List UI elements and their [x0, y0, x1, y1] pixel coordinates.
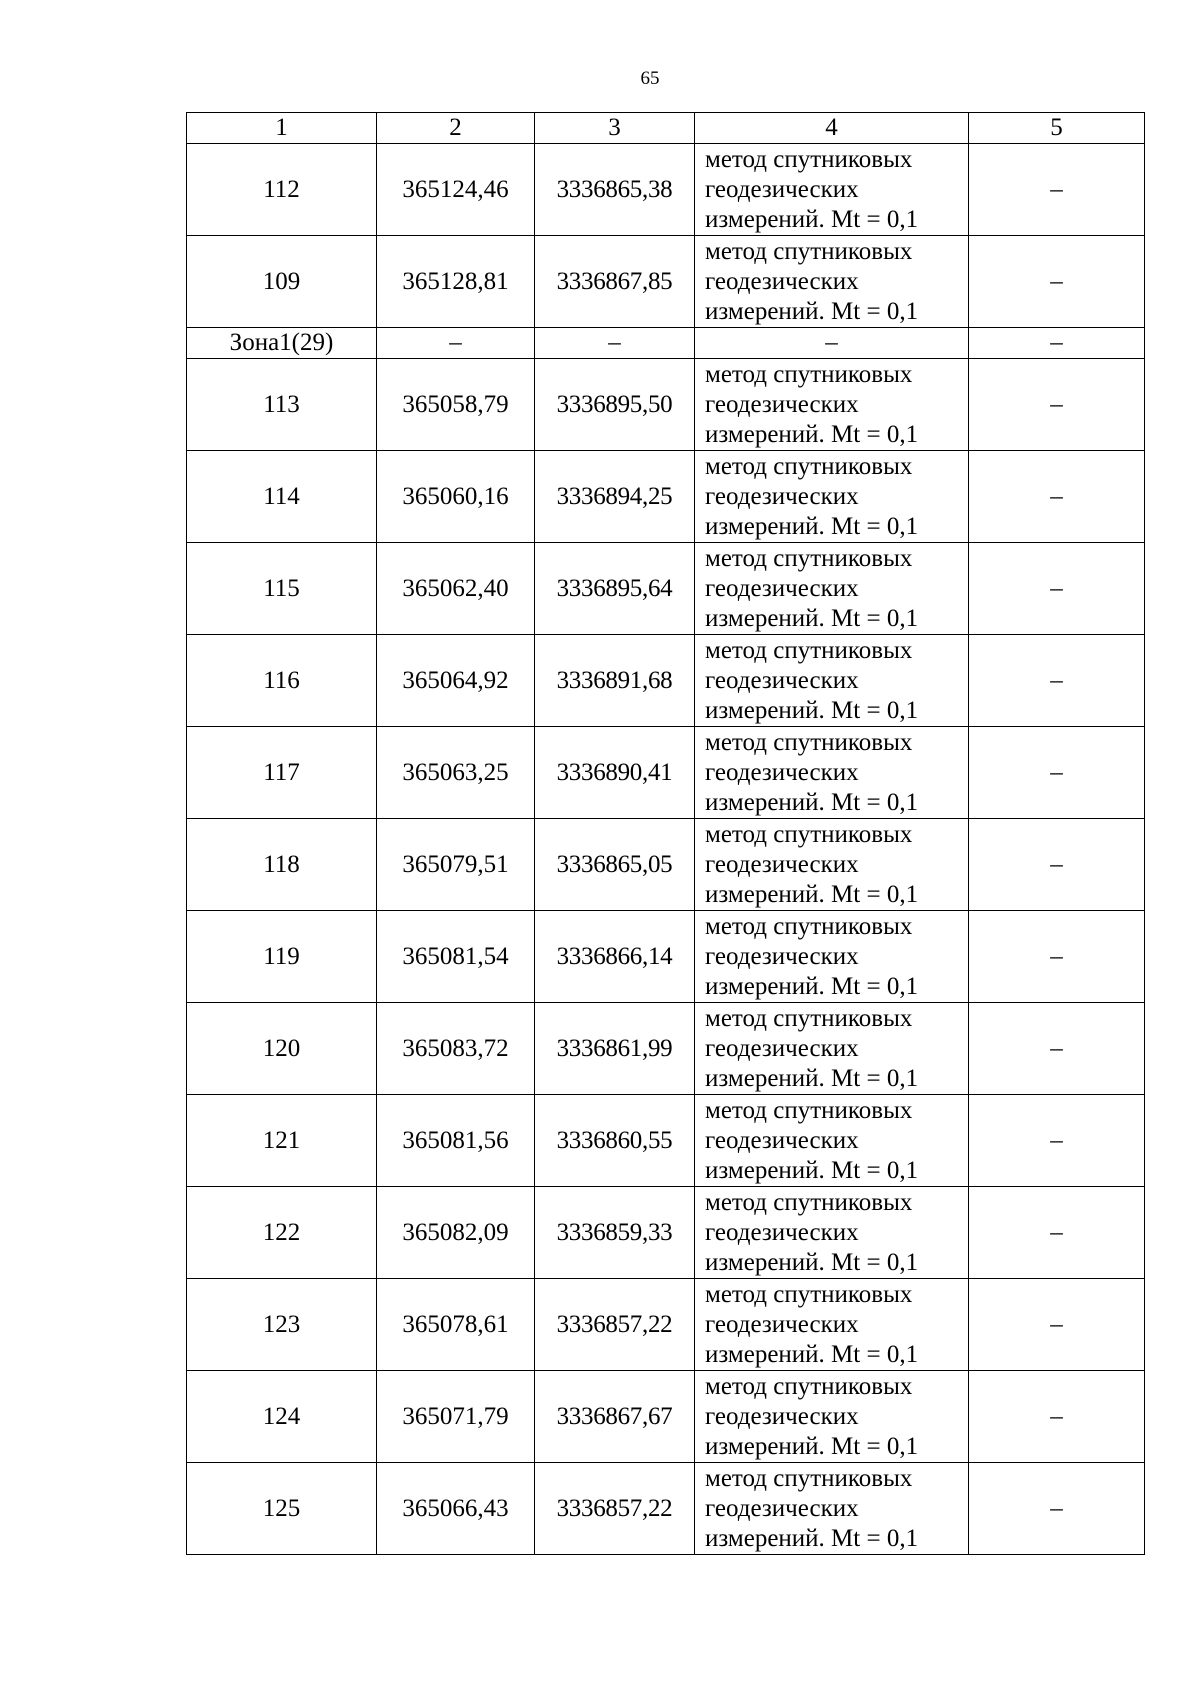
- x-coordinate-cell: 365058,79: [377, 359, 535, 451]
- method-line: метод спутниковых: [705, 1280, 913, 1308]
- note-cell: –: [969, 635, 1145, 727]
- method-cell: [695, 236, 969, 328]
- table-row: [187, 1371, 1145, 1463]
- x-coordinate-cell: 365064,92: [377, 635, 535, 727]
- x-coordinate-cell: 365071,79: [377, 1371, 535, 1463]
- y-coordinate-cell: 3336865,38: [535, 144, 695, 236]
- note-cell: –: [969, 236, 1145, 328]
- method-line: метод спутниковых: [705, 145, 913, 173]
- method-cell: [695, 1095, 969, 1187]
- note-cell: –: [969, 727, 1145, 819]
- x-coordinate-cell: 365079,51: [377, 819, 535, 911]
- method-line: геодезических: [705, 482, 859, 510]
- method-line: геодезических: [705, 850, 859, 878]
- method-line: измерений. Mt = 0,1: [705, 297, 919, 325]
- y-coordinate-cell: 3336867,85: [535, 236, 695, 328]
- method-line: измерений. Mt = 0,1: [705, 1524, 919, 1552]
- method-line: геодезических: [705, 666, 859, 694]
- table-row: [187, 911, 1145, 1003]
- table-row: [187, 236, 1145, 328]
- method-line: измерений. Mt = 0,1: [705, 1248, 919, 1276]
- y-coordinate-cell: 3336860,55: [535, 1095, 695, 1187]
- method-line: геодезических: [705, 1402, 859, 1430]
- x-coordinate-cell: 365124,46: [377, 144, 535, 236]
- y-coordinate-cell: 3336867,67: [535, 1371, 695, 1463]
- method-line: геодезических: [705, 1310, 859, 1338]
- note-cell: –: [969, 144, 1145, 236]
- method-line: метод спутниковых: [705, 544, 913, 572]
- method-line: метод спутниковых: [705, 1372, 913, 1400]
- method-line: геодезических: [705, 390, 859, 418]
- header-cell: 3: [535, 113, 695, 144]
- zone-cell: –: [535, 328, 695, 359]
- method-cell: [695, 1463, 969, 1555]
- y-coordinate-cell: 3336895,64: [535, 543, 695, 635]
- y-coordinate-cell: 3336891,68: [535, 635, 695, 727]
- y-coordinate-cell: 3336895,50: [535, 359, 695, 451]
- note-cell: –: [969, 543, 1145, 635]
- x-coordinate-cell: 365062,40: [377, 543, 535, 635]
- x-coordinate-cell: 365060,16: [377, 451, 535, 543]
- note-cell: –: [969, 1187, 1145, 1279]
- table-body: [187, 113, 1145, 1555]
- method-cell: [695, 1187, 969, 1279]
- method-line: геодезических: [705, 574, 859, 602]
- note-cell: –: [969, 1095, 1145, 1187]
- zone-cell: –: [695, 328, 969, 359]
- method-line: геодезических: [705, 175, 859, 203]
- header-cell: 1: [187, 113, 377, 144]
- zone-cell: –: [969, 328, 1145, 359]
- table-row: [187, 359, 1145, 451]
- method-line: измерений. Mt = 0,1: [705, 512, 919, 540]
- header-cell: 4: [695, 113, 969, 144]
- method-line: измерений. Mt = 0,1: [705, 205, 919, 233]
- method-line: измерений. Mt = 0,1: [705, 972, 919, 1000]
- zone-row: [187, 328, 1145, 359]
- method-cell: [695, 1279, 969, 1371]
- table-row: [187, 144, 1145, 236]
- table-row: [187, 451, 1145, 543]
- method-line: метод спутниковых: [705, 360, 913, 388]
- header-row: [187, 113, 1145, 144]
- table-row: [187, 1463, 1145, 1555]
- method-line: измерений. Mt = 0,1: [705, 420, 919, 448]
- y-coordinate-cell: 3336861,99: [535, 1003, 695, 1095]
- method-cell: [695, 911, 969, 1003]
- y-coordinate-cell: 3336894,25: [535, 451, 695, 543]
- method-line: геодезических: [705, 1494, 859, 1522]
- point-number-cell: 117: [187, 727, 377, 819]
- point-number-cell: 122: [187, 1187, 377, 1279]
- note-cell: –: [969, 1003, 1145, 1095]
- x-coordinate-cell: 365083,72: [377, 1003, 535, 1095]
- point-number-cell: 124: [187, 1371, 377, 1463]
- method-line: измерений. Mt = 0,1: [705, 1432, 919, 1460]
- point-number-cell: 116: [187, 635, 377, 727]
- table-row: [187, 1279, 1145, 1371]
- table-row: [187, 727, 1145, 819]
- method-line: измерений. Mt = 0,1: [705, 696, 919, 724]
- point-number-cell: 113: [187, 359, 377, 451]
- x-coordinate-cell: 365081,56: [377, 1095, 535, 1187]
- point-number-cell: 114: [187, 451, 377, 543]
- point-number-cell: 120: [187, 1003, 377, 1095]
- y-coordinate-cell: 3336859,33: [535, 1187, 695, 1279]
- note-cell: –: [969, 1463, 1145, 1555]
- x-coordinate-cell: 365066,43: [377, 1463, 535, 1555]
- point-number-cell: 125: [187, 1463, 377, 1555]
- x-coordinate-cell: 365063,25: [377, 727, 535, 819]
- note-cell: –: [969, 1371, 1145, 1463]
- method-line: метод спутниковых: [705, 1004, 913, 1032]
- method-line: метод спутниковых: [705, 820, 913, 848]
- method-line: измерений. Mt = 0,1: [705, 1156, 919, 1184]
- point-number-cell: 118: [187, 819, 377, 911]
- y-coordinate-cell: 3336890,41: [535, 727, 695, 819]
- method-line: метод спутниковых: [705, 636, 913, 664]
- x-coordinate-cell: 365128,81: [377, 236, 535, 328]
- method-line: метод спутниковых: [705, 1188, 913, 1216]
- note-cell: –: [969, 451, 1145, 543]
- method-cell: [695, 1003, 969, 1095]
- method-line: геодезических: [705, 1218, 859, 1246]
- method-line: измерений. Mt = 0,1: [705, 788, 919, 816]
- method-line: метод спутниковых: [705, 452, 913, 480]
- method-cell: [695, 359, 969, 451]
- zone-label-cell: Зона1(29): [187, 328, 377, 359]
- point-number-cell: 121: [187, 1095, 377, 1187]
- header-cell: 2: [377, 113, 535, 144]
- point-number-cell: 119: [187, 911, 377, 1003]
- method-line: геодезических: [705, 1034, 859, 1062]
- header-cell: 5: [969, 113, 1145, 144]
- zone-cell: –: [377, 328, 535, 359]
- method-cell: [695, 451, 969, 543]
- note-cell: –: [969, 359, 1145, 451]
- method-line: геодезических: [705, 267, 859, 295]
- method-line: метод спутниковых: [705, 728, 913, 756]
- note-cell: –: [969, 911, 1145, 1003]
- coordinates-table: [186, 112, 1145, 1555]
- table-row: [187, 543, 1145, 635]
- point-number-cell: 115: [187, 543, 377, 635]
- method-line: геодезических: [705, 1126, 859, 1154]
- y-coordinate-cell: 3336866,14: [535, 911, 695, 1003]
- method-line: геодезических: [705, 758, 859, 786]
- note-cell: –: [969, 819, 1145, 911]
- x-coordinate-cell: 365082,09: [377, 1187, 535, 1279]
- x-coordinate-cell: 365078,61: [377, 1279, 535, 1371]
- method-line: геодезических: [705, 942, 859, 970]
- method-cell: [695, 727, 969, 819]
- method-cell: [695, 543, 969, 635]
- table-row: [187, 635, 1145, 727]
- method-line: метод спутниковых: [705, 1464, 913, 1492]
- method-cell: [695, 1371, 969, 1463]
- y-coordinate-cell: 3336857,22: [535, 1463, 695, 1555]
- method-line: метод спутниковых: [705, 237, 913, 265]
- table-row: [187, 1187, 1145, 1279]
- method-cell: [695, 819, 969, 911]
- table-row: [187, 819, 1145, 911]
- table-row: [187, 1095, 1145, 1187]
- method-cell: [695, 144, 969, 236]
- x-coordinate-cell: 365081,54: [377, 911, 535, 1003]
- method-line: измерений. Mt = 0,1: [705, 1340, 919, 1368]
- point-number-cell: 123: [187, 1279, 377, 1371]
- note-cell: –: [969, 1279, 1145, 1371]
- point-number-cell: 112: [187, 144, 377, 236]
- method-line: измерений. Mt = 0,1: [705, 604, 919, 632]
- method-line: метод спутниковых: [705, 912, 913, 940]
- page-number: 65: [640, 68, 660, 89]
- point-number-cell: 109: [187, 236, 377, 328]
- method-line: измерений. Mt = 0,1: [705, 880, 919, 908]
- method-line: метод спутниковых: [705, 1096, 913, 1124]
- y-coordinate-cell: 3336857,22: [535, 1279, 695, 1371]
- table-row: [187, 1003, 1145, 1095]
- method-line: измерений. Mt = 0,1: [705, 1064, 919, 1092]
- method-cell: [695, 635, 969, 727]
- y-coordinate-cell: 3336865,05: [535, 819, 695, 911]
